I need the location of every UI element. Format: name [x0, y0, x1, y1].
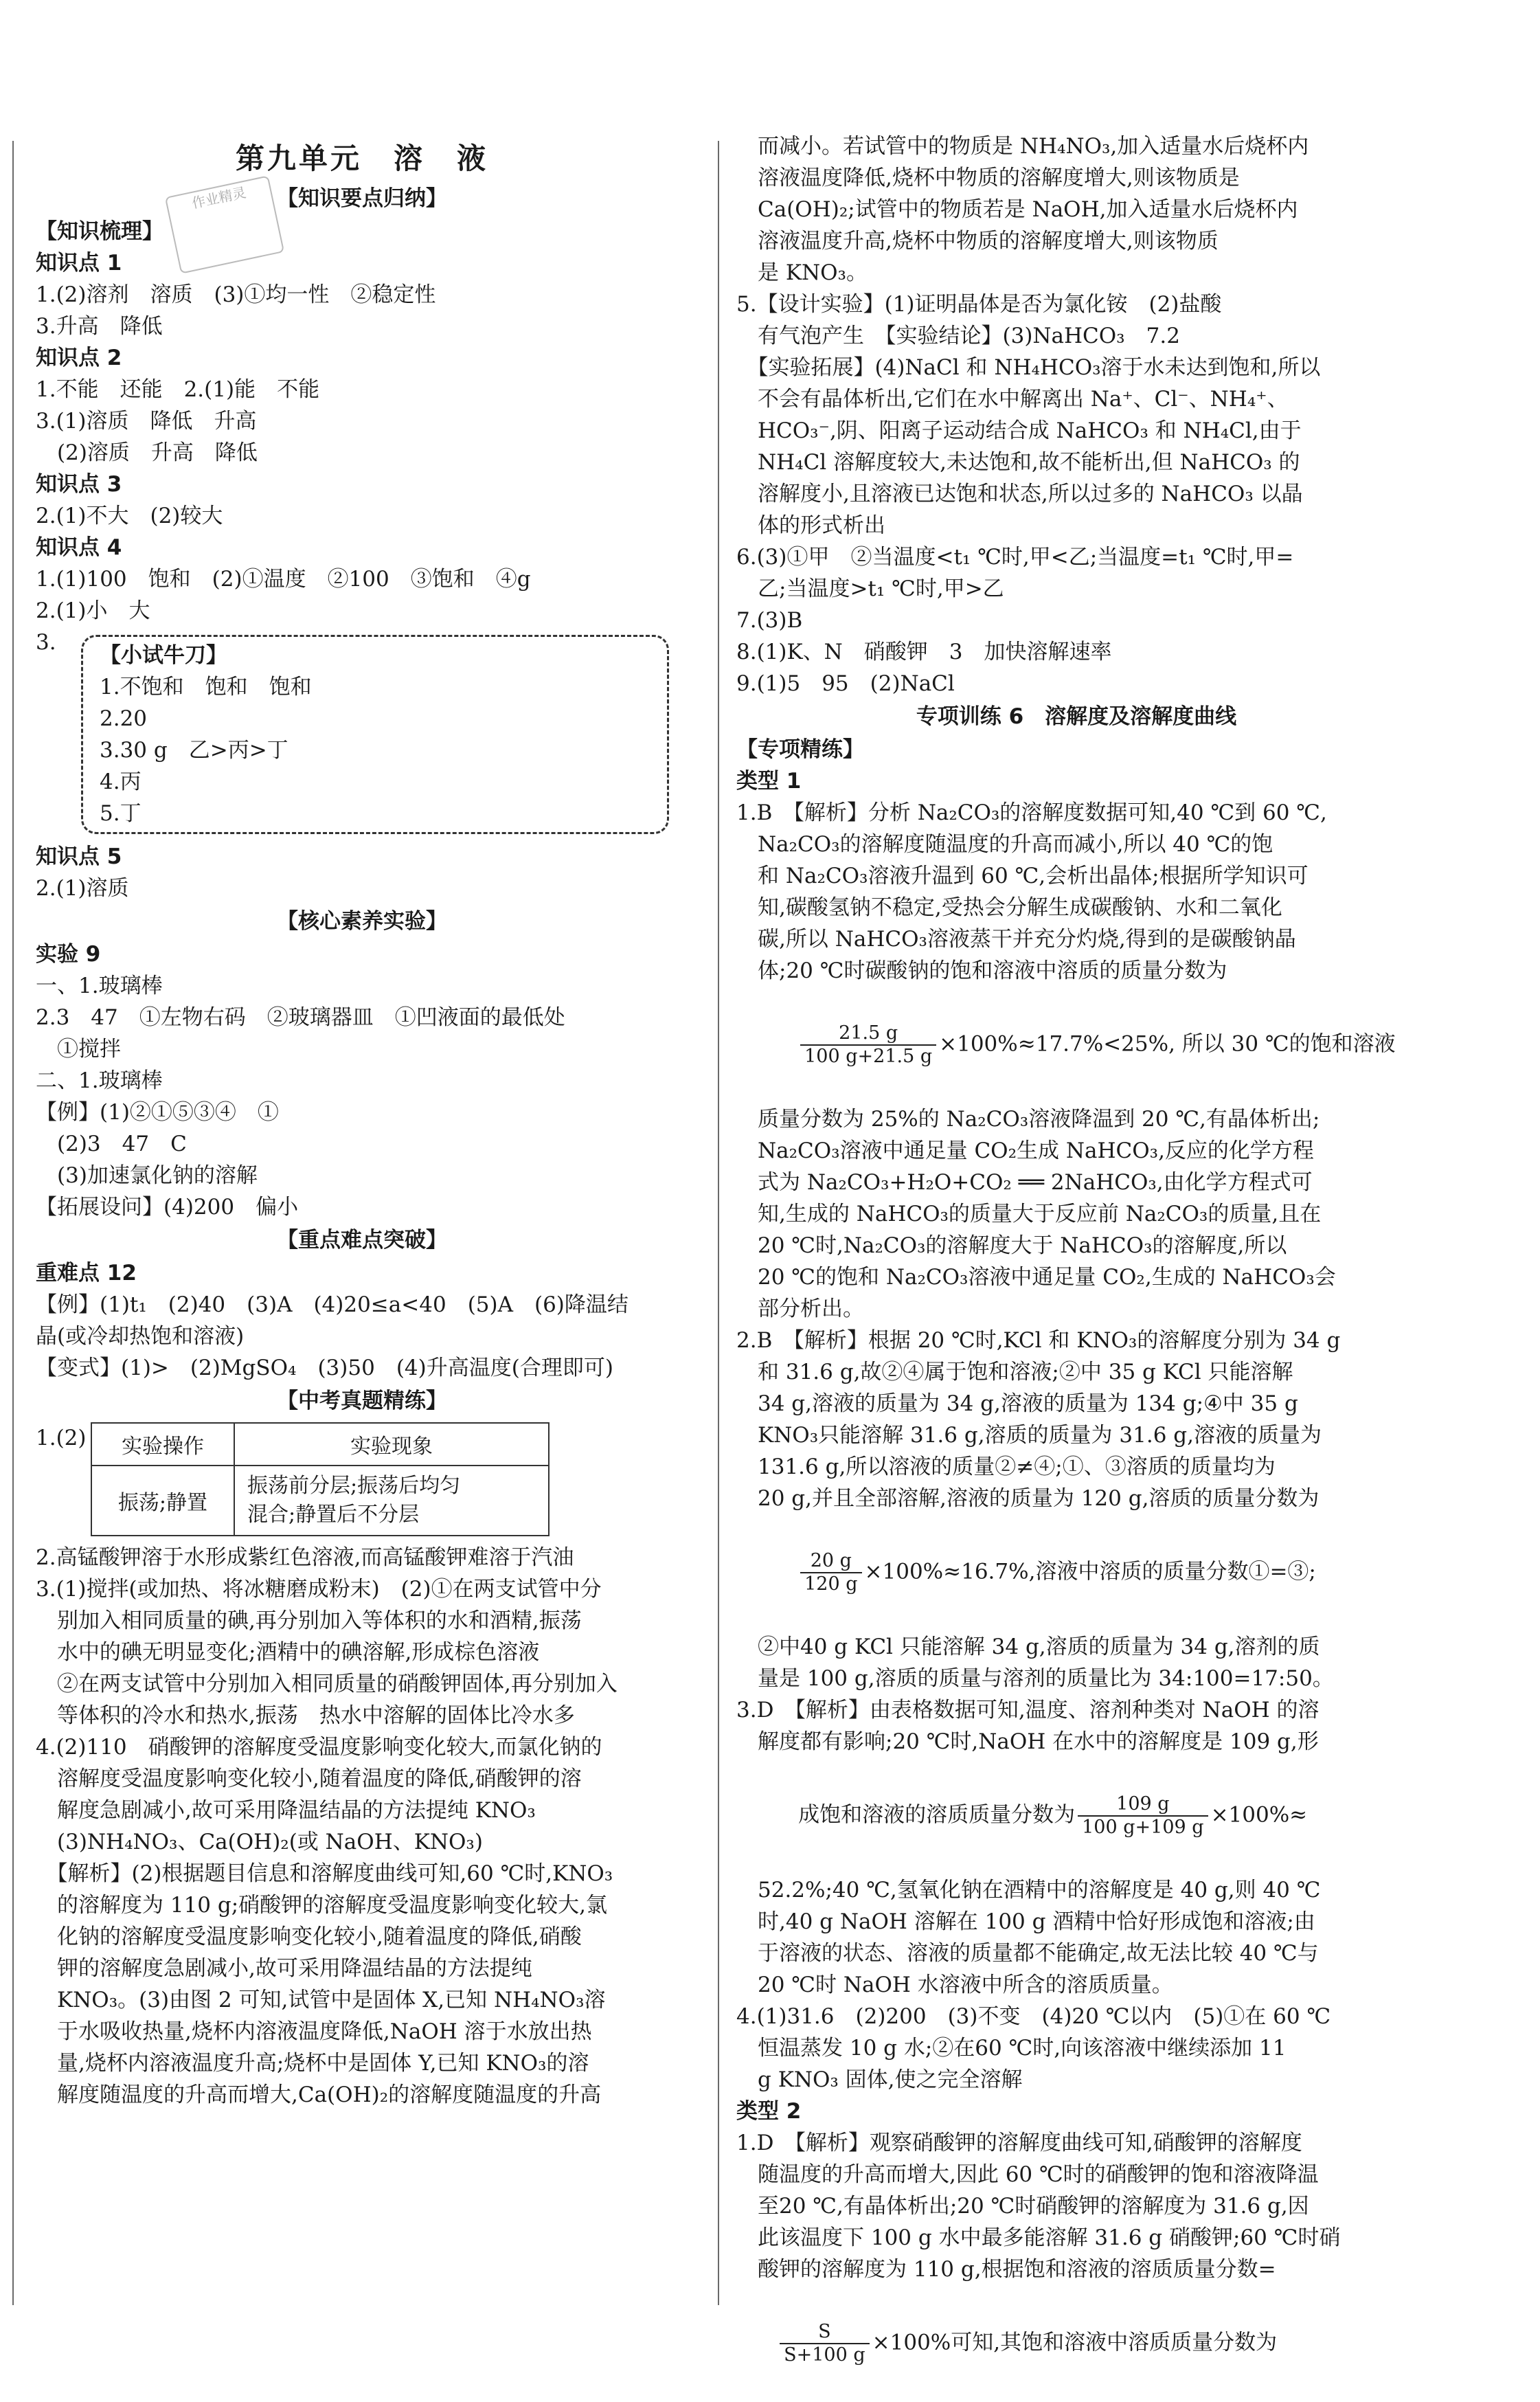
answer-line: 2.(1)溶质: [36, 876, 129, 901]
answer-line: 此该温度下 100 g 水中最多能溶解 31.6 g 硝酸钾;60 ℃时硝: [736, 2225, 1341, 2250]
fraction-line-text: ×100%≈: [1210, 1802, 1308, 1828]
answer-line: 体;20 ℃时碳酸钠的饱和溶液中溶质的质量分数为: [736, 958, 1227, 983]
answer-line: 2.3 47 ①左物右码 ②玻璃器皿 ①凹液面的最低处: [36, 1005, 565, 1030]
answer-line: g KNO₃ 固体,使之完全溶解: [736, 2067, 1023, 2092]
top-left-rule: [12, 141, 14, 2305]
fraction: [1078, 1793, 1208, 1839]
fraction-line: [736, 1518, 1416, 1627]
answer-line: 二、1.玻璃棒: [36, 1068, 163, 1093]
answer-line: 时,40 g NaOH 溶解在 100 g 酒精中恰好形成饱和溶液;由: [736, 1909, 1315, 1934]
table-cell-phenomenon: [234, 1466, 549, 1536]
answer-line: 一、1.玻璃棒: [36, 974, 163, 998]
answer-line: 【例】(1)②①⑤③④ ①: [36, 1100, 279, 1125]
answer-line: 3.升高 降低: [36, 314, 163, 339]
answer-line: 钾的溶解度急剧减小,故可采用降温结晶的方法提纯: [36, 1956, 532, 1981]
answer-line: 式为 Na₂CO₃+H₂O+CO₂ ══ 2NaHCO₃,由化学方程式可: [736, 1170, 1313, 1195]
fraction-numerator: S: [780, 2321, 870, 2344]
answer-line: 至20 ℃,有晶体析出;20 ℃时硝酸钾的溶解度为 31.6 g,因: [736, 2194, 1309, 2219]
phenomenon-line: 混合;静置后不分层: [247, 1503, 420, 1527]
box-line: 2.20: [100, 706, 148, 731]
answer-line: 2.(1)小 大: [36, 598, 150, 623]
fraction-numerator: 21.5 g: [800, 1022, 936, 1046]
subheading: 实验 9: [36, 942, 101, 967]
answer-line: Na₂CO₃溶液中通足量 CO₂生成 NaHCO₃,反应的化学方程: [736, 1138, 1314, 1163]
answer-line: 2.B 【解析】根据 20 ℃时,KCl 和 KNO₃的溶解度分别为 34 g: [736, 1328, 1341, 1353]
answer-line: 20 g,并且全部溶解,溶液的质量为 120 g,溶质的质量分数为: [736, 1486, 1320, 1511]
answer-line: Ca(OH)₂;试管中的物质若是 NaOH,加入适量水后烧杯内: [736, 197, 1298, 222]
answer-line: 有气泡产生 【实验结论】(3)NaHCO₃ 7.2: [736, 324, 1180, 348]
answer-line: 2.(1)不大 (2)较大: [36, 504, 223, 528]
answer-line: HCO₃⁻,阴、阳离子运动结合成 NaHCO₃ 和 NH₄Cl,由于: [736, 418, 1302, 443]
answer-line: 【拓展设问】(4)200 偏小: [36, 1195, 299, 1220]
answer-line: 别加入相同质量的碘,再分别加入等体积的水和酒精,振荡: [36, 1608, 582, 1633]
answer-line: 【解析】(2)根据题目信息和溶解度曲线可知,60 ℃时,KNO₃: [36, 1861, 613, 1886]
answer-line: (2)3 47 C: [36, 1132, 187, 1156]
answer-line: 3.(1)溶质 降低 升高: [36, 409, 257, 434]
subheading: 类型 2: [736, 2099, 802, 2124]
answer-line: 于水吸收热量,烧杯内溶液温度降低,NaOH 溶于水放出热: [36, 2019, 592, 2044]
answer-line: 质量分数为 25%的 Na₂CO₃溶液降温到 20 ℃,有晶体析出;: [736, 1107, 1320, 1132]
answer-line: 4.(2)110 硝酸钾的溶解度受温度影响变化较大,而氯化钠的: [36, 1735, 602, 1760]
box-line: 5.丁: [100, 801, 141, 826]
answer-line: 3.: [36, 630, 56, 655]
answer-line: 52.2%;40 ℃,氢氧化钠在酒精中的溶解度是 40 g,则 40 ℃: [736, 1878, 1321, 1902]
subheading: 类型 1: [736, 769, 802, 794]
answer-line: 9.(1)5 95 (2)NaCl: [736, 671, 955, 696]
fraction-line: [736, 1762, 1416, 1870]
answer-line: 的溶解度为 110 g;硝酸钾的溶解度受温度影响变化较大,氯: [36, 1893, 608, 1918]
section-header: 【核心素养实验】: [277, 909, 447, 934]
answer-line: NH₄Cl 溶解度较大,未达饱和,故不能析出,但 NaHCO₃ 的: [736, 450, 1300, 475]
answer-line: 恒温蒸发 10 g 水;②在60 ℃时,向该溶液中继续添加 11: [736, 2036, 1287, 2061]
answer-line: 1.D 【解析】观察硝酸钾的溶解度曲线可知,硝酸钾的溶解度: [736, 2131, 1302, 2155]
subheading: 【专项精练】: [736, 737, 864, 762]
answer-line: 【实验拓展】(4)NaCl 和 NH₄HCO₃溶于水未达到饱和,所以: [736, 355, 1321, 380]
section-header: 【中考真题精练】: [277, 1389, 447, 1413]
answer-line: 溶解度受温度影响变化较小,随着温度的降低,硝酸钾的溶: [36, 1766, 582, 1791]
unit-title: 第九单元 溶 液: [235, 142, 488, 175]
answer-line: 和 31.6 g,故②④属于饱和溶液;②中 35 g KCl 只能溶解: [736, 1360, 1293, 1384]
answer-line: 解度急剧减小,故可采用降温结晶的方法提纯 KNO₃: [36, 1798, 536, 1823]
fraction-numerator: 20 g: [800, 1550, 861, 1573]
answer-line: 知,生成的 NaHCO₃的质量大于反应前 Na₂CO₃的质量,且在: [736, 1202, 1322, 1226]
fraction-line: [736, 2289, 1416, 2398]
answer-line: 解度都有影响;20 ℃时,NaOH 在水中的溶解度是 109 g,形: [736, 1729, 1319, 1754]
answer-line: 化钠的溶解度受温度影响变化较小,随着温度的降低,硝酸: [36, 1924, 582, 1949]
answer-line: (2)溶质 升高 降低: [36, 440, 258, 465]
answer-line: 溶液温度升高,烧杯中物质的溶解度增大,则该物质: [736, 229, 1219, 254]
answer-line: 20 ℃时,Na₂CO₃的溶解度大于 NaHCO₃的溶解度,所以: [736, 1233, 1287, 1258]
subheading: 知识点 5: [36, 844, 122, 869]
answer-line: 4.(1)31.6 (2)200 (3)不变 (4)20 ℃以内 (5)①在 60 ℃: [736, 2004, 1331, 2029]
answer-line: 20 ℃时 NaOH 水溶液中所含的溶质质量。: [736, 1973, 1173, 1997]
answer-line: 【变式】(1)> (2)MgSO₄ (3)50 (4)升高温度(合理即可): [36, 1356, 613, 1380]
table-cell-operation: 振荡;静置: [91, 1466, 234, 1536]
subheading: 知识点 1: [36, 251, 122, 276]
answer-line: 131.6 g,所以溶液的质量②≠④;①、③溶质的质量均为: [736, 1455, 1276, 1479]
subheading: 知识点 4: [36, 535, 122, 560]
answer-line: 解度随温度的升高而增大,Ca(OH)₂的溶解度随温度的升高: [36, 2083, 602, 2107]
answer-line: (3)NH₄NO₃、Ca(OH)₂(或 NaOH、KNO₃): [36, 1830, 483, 1854]
fraction: [780, 2321, 870, 2366]
answer-line: 体的形式析出: [736, 513, 885, 538]
answer-line: 知,碳酸氢钠不稳定,受热会分解生成碳酸钠、水和二氧化: [736, 895, 1282, 920]
answer-line: 等体积的冷水和热水,振荡 热水中溶解的固体比冷水多: [36, 1703, 575, 1728]
answer-line: 3.(1)搅拌(或加热、将冰糖磨成粉末) (2)①在两支试管中分: [36, 1577, 602, 1602]
q1-block: [36, 1422, 688, 1536]
answer-line: 8.(1)K、N 硝酸钾 3 加快溶解速率: [736, 640, 1112, 664]
answer-line: 1.不能 还能 2.(1)能 不能: [36, 377, 320, 402]
answer-line: 晶(或冷却热饱和溶液): [36, 1324, 245, 1349]
answer-line: 水中的碘无明显变化;酒精中的碘溶解,形成棕色溶液: [36, 1640, 540, 1665]
answer-line: 7.(3)B: [736, 608, 803, 633]
fraction-denominator: 120 g: [804, 1573, 858, 1595]
answer-line: 量,烧杯内溶液温度升高;烧杯中是固体 Y,已知 KNO₃的溶: [36, 2051, 589, 2076]
fraction-line-text: ×100%≈16.7%,溶液中溶质的质量分数①=③;: [864, 1559, 1316, 1584]
box-line: 4.丙: [100, 770, 141, 794]
answer-line: 乙;当温度>t₁ ℃时,甲>乙: [736, 576, 1004, 601]
answer-line: ②在两支试管中分别加入相同质量的硝酸钾固体,再分别加入: [36, 1672, 618, 1696]
table-header-operation: 实验操作: [91, 1423, 234, 1466]
answer-line: 1.(2)溶剂 溶质 (3)①均一性 ②稳定性: [36, 282, 436, 307]
answer-line: 20 ℃的饱和 Na₂CO₃溶液中通足量 CO₂,生成的 NaHCO₃会: [736, 1265, 1336, 1290]
column-divider: [718, 141, 719, 2305]
answer-line: 随温度的升高而增大,因此 60 ℃时的硝酸钾的饱和溶液降温: [736, 2162, 1319, 2187]
answer-line: 不会有晶体析出,它们在水中解离出 Na⁺、Cl⁻、NH₄⁺、: [736, 387, 1289, 412]
answer-line: 【例】(1)t₁ (2)40 (3)A (4)20≤a<40 (5)A (6)降温结: [36, 1292, 629, 1317]
answer-line: 溶解度小,且溶液已达饱和状态,所以过多的 NaHCO₃ 以晶: [736, 482, 1303, 506]
stamp-text: 作业精灵: [190, 183, 248, 212]
box-line: 1.不饱和 饱和 饱和: [100, 675, 312, 699]
answer-line: 2.高锰酸钾溶于水形成紫红色溶液,而高锰酸钾难溶于汽油: [36, 1545, 574, 1570]
fraction-line-text: ×100%≈17.7%<25%, 所以 30 ℃的饱和溶液: [939, 1031, 1396, 1057]
answer-line: 而减小。若试管中的物质是 NH₄NO₃,加入适量水后烧杯内: [736, 134, 1309, 159]
answer-line: 碳,所以 NaHCO₃溶液蒸干并充分灼烧,得到的是碳酸钠晶: [736, 927, 1296, 952]
left-column: [36, 131, 688, 2111]
experiment-table: [91, 1422, 550, 1536]
table-header-phenomenon: 实验现象: [234, 1423, 549, 1466]
fraction-denominator: 100 g+21.5 g: [804, 1046, 933, 1067]
section-header: 【重点难点突破】: [277, 1228, 447, 1253]
answer-line: ①搅拌: [36, 1037, 121, 1062]
answer-line: Na₂CO₃的溶解度随温度的升高而减小,所以 40 ℃的饱: [736, 832, 1273, 857]
fraction-line: [736, 991, 1416, 1099]
answer-line: 3.D 【解析】由表格数据可知,温度、溶剂种类对 NaOH 的溶: [736, 1698, 1320, 1722]
section-header: 【知识要点归纳】: [277, 186, 447, 211]
box-line: 3.30 g 乙>丙>丁: [100, 738, 288, 763]
fraction: [800, 1022, 936, 1068]
box-heading: 【小试牛刀】: [100, 643, 227, 668]
answer-line: 酸钾的溶解度为 110 g,根据饱和溶液的溶质质量分数=: [736, 2257, 1276, 2282]
answer-line: 是 KNO₃。: [736, 260, 868, 285]
answer-line: 5.【设计实验】(1)证明晶体是否为氯化铵 (2)盐酸: [736, 292, 1222, 317]
fraction-line-text: ×100%可知,其饱和溶液中溶质质量分数为: [872, 2330, 1278, 2355]
answer-line: 6.(3)①甲 ②当温度<t₁ ℃时,甲<乙;当温度=t₁ ℃时,甲=: [736, 545, 1294, 570]
fraction-denominator: 100 g+109 g: [1082, 1817, 1204, 1838]
q1-prefix: 1.(2): [36, 1426, 87, 1450]
answer-line: 量是 100 g,溶质的质量与溶剂的质量比为 34:100=17:50。: [736, 1666, 1334, 1691]
quick-test-box: [81, 635, 669, 834]
answer-line: ②中40 g KCl 只能溶解 34 g,溶质的质量为 34 g,溶剂的质: [736, 1635, 1320, 1659]
fraction-numerator: 109 g: [1078, 1793, 1208, 1817]
subheading: 【知识梳理】: [36, 219, 163, 244]
fraction-denominator: S+100 g: [784, 2344, 865, 2366]
answer-line: 溶液温度降低,烧杯中物质的溶解度增大,则该物质是: [736, 166, 1240, 190]
phenomenon-line: 振荡前分层;振荡后均匀: [247, 1474, 461, 1498]
answer-line: (3)加速氯化钠的溶解: [36, 1163, 258, 1188]
answer-line: 1.B 【解析】分析 Na₂CO₃的溶解度数据可知,40 ℃到 60 ℃,: [736, 800, 1327, 825]
subheading: 知识点 3: [36, 472, 122, 497]
answer-line: 和 Na₂CO₃溶液升温到 60 ℃,会析出晶体;根据所学知识可: [736, 864, 1309, 888]
answer-line: 1.(1)100 饱和 (2)①温度 ②100 ③饱和 ④g: [36, 567, 531, 592]
subheading: 知识点 2: [36, 346, 122, 370]
answer-line: 部分析出。: [736, 1297, 864, 1321]
section-header: 专项训练 6 溶解度及溶解度曲线: [916, 704, 1237, 729]
answer-line: KNO₃。(3)由图 2 可知,试管中是固体 X,已知 NH₄NO₃溶: [36, 1988, 606, 2012]
right-column: [736, 131, 1416, 2402]
fraction: [800, 1550, 861, 1595]
subheading: 重难点 12: [36, 1261, 137, 1286]
fraction-line-text: 成饱和溶液的溶质质量分数为: [777, 1802, 1076, 1828]
answer-line: 于溶液的状态、溶液的质量都不能确定,故无法比较 40 ℃与: [736, 1941, 1319, 1966]
answer-line: KNO₃只能溶解 31.6 g,溶质的质量为 31.6 g,溶液的质量为: [736, 1423, 1322, 1448]
answer-line: 34 g,溶液的质量为 34 g,溶液的质量为 134 g;④中 35 g: [736, 1391, 1298, 1416]
